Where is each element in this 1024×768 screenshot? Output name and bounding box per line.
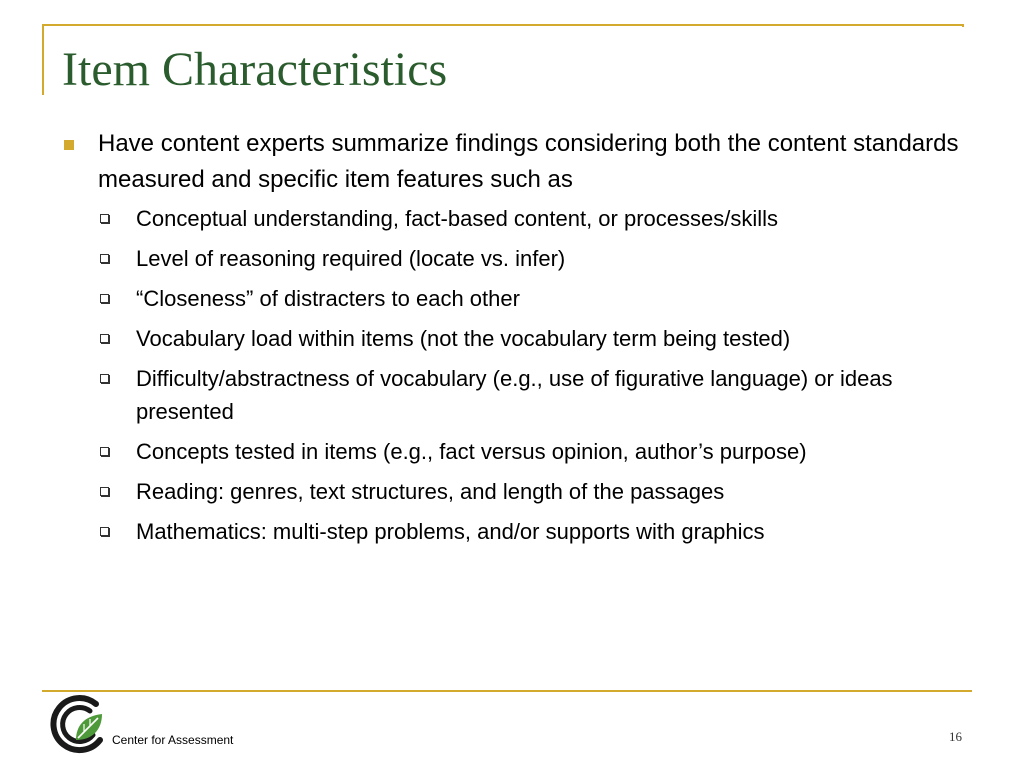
main-bullet-text: Have content experts summarize findings considering both the content standards measured and specific item features such as	[98, 130, 959, 193]
frame-right-tick	[962, 24, 964, 27]
hollow-square-bullet-icon	[100, 487, 109, 496]
sub-bullet-text: Vocabulary load within items (not the vocabulary term being tested)	[136, 326, 791, 351]
sub-bullet	[98, 435, 960, 468]
sub-bullet-text: Reading: genres, text structures, and length of the passages	[136, 479, 725, 504]
sub-bullet-text: Mathematics: multi-step problems, and/or supports with graphics	[136, 519, 765, 544]
slide-title: Item Characteristics	[62, 43, 448, 96]
sub-bullet-text: Concepts tested in items (e.g., fact versus opinion, author’s purpose)	[136, 439, 807, 464]
sub-bullet	[98, 475, 960, 508]
sub-bullet-text: “Closeness” of distracters to each other	[136, 286, 520, 311]
page-number: 16	[949, 729, 962, 744]
hollow-square-bullet-icon	[100, 334, 109, 343]
hollow-square-bullet-icon	[100, 374, 109, 383]
square-bullet-icon	[64, 140, 74, 150]
sub-bullet-text: Level of reasoning required (locate vs. infer)	[136, 246, 566, 271]
hollow-square-bullet-icon	[100, 447, 109, 456]
hollow-square-bullet-icon	[100, 527, 109, 536]
hollow-square-bullet-icon	[100, 294, 109, 303]
frame-top-rule	[42, 24, 964, 26]
sub-bullet	[98, 515, 960, 548]
footer-rule	[42, 690, 972, 692]
sub-bullet	[98, 322, 960, 355]
sub-bullet-text: Conceptual understanding, fact-based content, or processes/skills	[136, 206, 779, 231]
bullet-list	[60, 126, 960, 555]
sub-bullet	[98, 202, 960, 235]
sub-bullet-list	[98, 202, 960, 548]
main-bullet	[60, 126, 960, 548]
sub-bullet-text: Difficulty/abstractness of vocabulary (e.g., use of figurative language) or ideas presented	[136, 366, 893, 424]
hollow-square-bullet-icon	[100, 254, 109, 263]
center-for-assessment-logo-icon	[48, 694, 110, 756]
sub-bullet	[98, 362, 960, 428]
sub-bullet	[98, 242, 960, 275]
frame-left-rule	[42, 24, 44, 95]
hollow-square-bullet-icon	[100, 214, 109, 223]
sub-bullet	[98, 282, 960, 315]
org-name: Center for Assessment	[112, 733, 234, 747]
